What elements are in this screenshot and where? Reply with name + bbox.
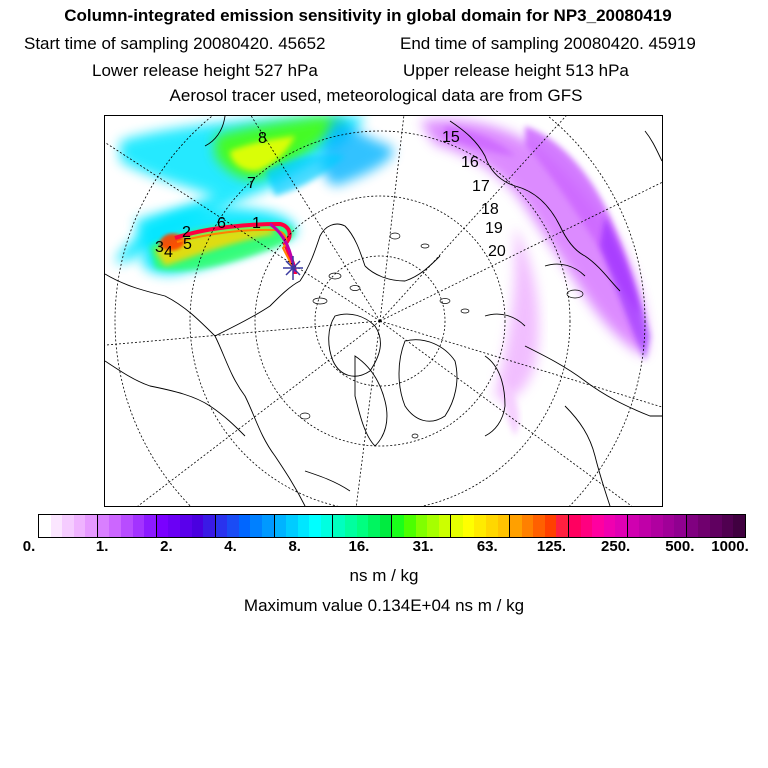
trajectory-label: 4 [164, 244, 173, 261]
upper-release-height-label: Upper release height 513 hPa [403, 61, 629, 80]
colorbar-segment [569, 515, 581, 537]
colorbar-segment [710, 515, 722, 537]
colorbar-segment [533, 515, 545, 537]
colorbar-segment [416, 515, 428, 537]
islands [300, 233, 583, 438]
colorbar-segment [321, 515, 334, 537]
trajectory-label: 8 [258, 130, 267, 147]
colorbar-segment [674, 515, 687, 537]
colorbar-segment [439, 515, 452, 537]
colorbar-segment [451, 515, 463, 537]
colorbar-segment [556, 515, 569, 537]
colorbar-segment [510, 515, 522, 537]
colorbar-segment [262, 515, 275, 537]
colorbar-tick-label: 8. [288, 538, 301, 555]
colorbar-segment [651, 515, 663, 537]
colorbar-segment [404, 515, 416, 537]
colorbar-segment [227, 515, 239, 537]
colorbar-tick-label: 2. [160, 538, 173, 555]
colorbar-tick-label: 31. [412, 538, 434, 555]
colorbar-segment [592, 515, 604, 537]
colorbar-tick-label: 0. [22, 538, 36, 555]
colorbar-segment [74, 515, 86, 537]
colorbar-tick-label: 4. [224, 538, 237, 555]
colorbar-segment [275, 515, 287, 537]
colorbar-segment [51, 515, 63, 537]
colorbar-tick-label: 63. [476, 538, 498, 555]
colorbar-segment [216, 515, 228, 537]
colorbar-tick-label: 125. [536, 538, 567, 555]
colorbar-segment [239, 515, 251, 537]
trajectory-label: 5 [183, 236, 192, 253]
trajectory-label: 18 [481, 201, 499, 218]
colorbar-segment [333, 515, 345, 537]
trajectory-label: 6 [217, 215, 226, 232]
colorbar-segment [298, 515, 310, 537]
colorbar-segment [192, 515, 204, 537]
colorbar-segment [109, 515, 121, 537]
colorbar-units-label: ns m / kg [349, 566, 419, 585]
end-time-label: End time of sampling 20080420. 45919 [400, 34, 696, 53]
colorbar-segment [474, 515, 486, 537]
colorbar-segment [180, 515, 192, 537]
map-panel [104, 115, 663, 507]
colorbar-segment [545, 515, 557, 537]
colorbar-segment [286, 515, 298, 537]
colorbar-tick-label: 1. [95, 538, 109, 555]
colorbar-segment [722, 515, 734, 537]
colorbar-segment [157, 515, 169, 537]
trajectory-label: 15 [442, 129, 460, 146]
colorbar-segment [357, 515, 369, 537]
colorbar-segment [698, 515, 710, 537]
trajectory-label: 7 [247, 175, 256, 192]
colorbar-segment [615, 515, 628, 537]
colorbar-segment [250, 515, 262, 537]
colorbar-segment [345, 515, 357, 537]
colorbar-segment [85, 515, 98, 537]
colorbar-segment [522, 515, 534, 537]
colorbar-segment [486, 515, 498, 537]
start-time-label: Start time of sampling 20080420. 45652 [24, 34, 326, 53]
plot-title: Column-integrated emission sensitivity in global domain for NP3_20080419 [64, 6, 672, 25]
colorbar-segment [144, 515, 157, 537]
trajectory-label: 20 [488, 243, 506, 260]
maximum-value-label: Maximum value 0.134E+04 ns m / kg [243, 596, 525, 615]
colorbar-segment [368, 515, 380, 537]
colorbar-segment [380, 515, 393, 537]
colorbar-segment [663, 515, 675, 537]
trajectory-label: 1 [252, 215, 261, 232]
colorbar-segment [62, 515, 74, 537]
colorbar-segment [39, 515, 51, 537]
colorbar-segment [498, 515, 511, 537]
trajectory-label: 17 [472, 178, 490, 195]
colorbar-tick-label: 500. [665, 538, 695, 555]
colorbar-segment [309, 515, 321, 537]
colorbar-segment [392, 515, 404, 537]
colorbar-tick-label: 250. [601, 538, 631, 555]
colorbar-segment [427, 515, 439, 537]
emission-plume-east [420, 120, 650, 436]
polar-map [105, 116, 662, 506]
colorbar-segment [203, 515, 216, 537]
colorbar-segment [581, 515, 593, 537]
colorbar-segment [98, 515, 110, 537]
colorbar-segment [628, 515, 640, 537]
colorbar-segment [168, 515, 180, 537]
trajectory-label: 3 [155, 239, 164, 256]
colorbar-segment [604, 515, 616, 537]
colorbar-segment [639, 515, 651, 537]
colorbar [38, 514, 746, 538]
colorbar-segment [121, 515, 133, 537]
trajectory-label: 2 [182, 224, 191, 241]
colorbar-tick-label: 1000. [711, 538, 749, 555]
lower-release-height-label: Lower release height 527 hPa [92, 61, 318, 80]
tracer-info-label: Aerosol tracer used, meteorological data are from GFS [169, 86, 583, 105]
colorbar-segment [463, 515, 475, 537]
colorbar-segment [733, 515, 745, 537]
colorbar-segment [133, 515, 145, 537]
trajectory-label: 19 [485, 220, 503, 237]
colorbar-tick-label: 16. [348, 538, 370, 555]
trajectory-label: 16 [461, 154, 479, 171]
colorbar-segment [687, 515, 699, 537]
